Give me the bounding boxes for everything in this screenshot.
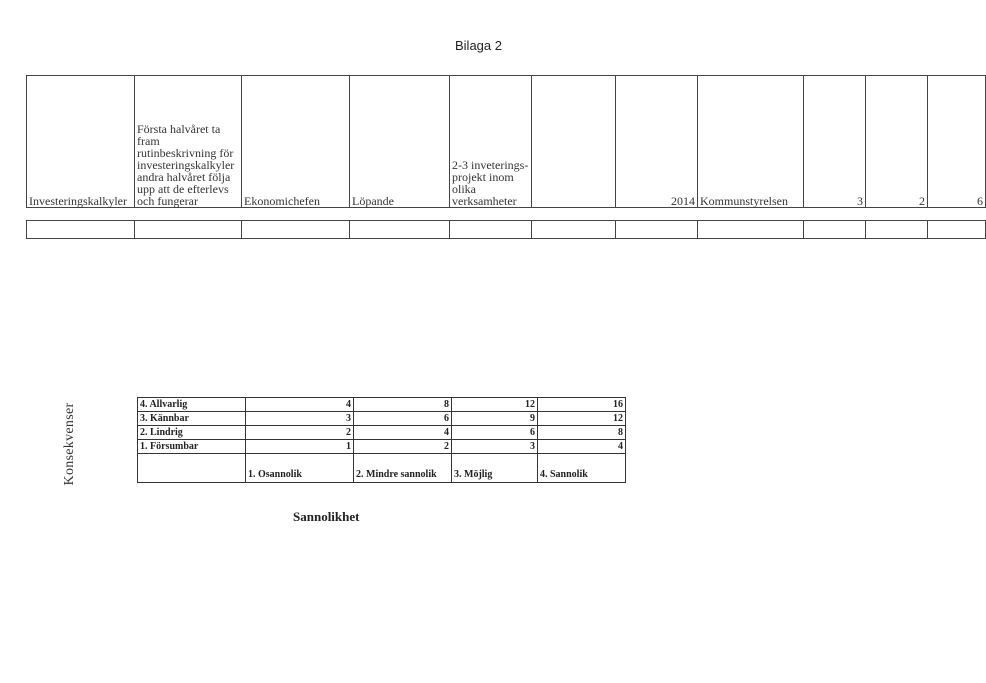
matrix-cell: 16 <box>538 398 626 412</box>
matrix-cell: 12 <box>538 412 626 426</box>
matrix-cell: 2 <box>354 440 452 454</box>
row-label: 3. Kännbar <box>138 412 246 426</box>
cell-year: 2014 <box>616 76 698 208</box>
matrix-cell: 3 <box>246 412 354 426</box>
matrix-cell: 8 <box>538 426 626 440</box>
empty-row <box>27 221 986 239</box>
cell-reporting: Kommunstyrelsen <box>698 76 804 208</box>
cell-probability: 3 <box>804 76 866 208</box>
column-header-row <box>138 454 626 483</box>
cell-risk: Investeringskalkyler <box>27 76 135 208</box>
matrix-cell: 2 <box>246 426 354 440</box>
matrix-row <box>138 412 626 426</box>
matrix-cell: 9 <box>452 412 538 426</box>
y-axis-title: Konsekvenser <box>62 402 77 486</box>
spacer-row <box>27 208 986 221</box>
matrix-cell: 6 <box>354 412 452 426</box>
matrix-cell: 3 <box>452 440 538 454</box>
matrix-cell: 4 <box>246 398 354 412</box>
matrix-cell: 4 <box>354 426 452 440</box>
row-label: 4. Allvarlig <box>138 398 246 412</box>
cell-schedule: Löpande <box>350 76 450 208</box>
matrix-row <box>138 398 626 412</box>
matrix-row <box>138 426 626 440</box>
cell-risk-value: 6 <box>928 76 986 208</box>
column-label: 2. Mindre sannolik <box>354 454 452 483</box>
column-label: 3. Möjlig <box>452 454 538 483</box>
cell-measure: Första halvåret ta fram rutinbeskrivning för investeringskalkyler andra halvåret följa upp att de efterlevs och fungerar <box>135 76 242 208</box>
matrix-cell: 12 <box>452 398 538 412</box>
matrix-cell: 6 <box>452 426 538 440</box>
column-label: 4. Sannolik <box>538 454 626 483</box>
x-axis-title: Sannolikhet <box>293 509 360 524</box>
column-label: 1. Osannolik <box>246 454 354 483</box>
matrix-cell: 8 <box>354 398 452 412</box>
matrix-row <box>138 440 626 454</box>
appendix-label: Bilaga 2 <box>455 38 502 53</box>
matrix-cell: 4 <box>538 440 626 454</box>
risk-matrix <box>137 397 626 483</box>
risk-row <box>27 76 986 208</box>
corner-cell <box>138 454 246 483</box>
matrix-cell: 1 <box>246 440 354 454</box>
cell-empty-a <box>532 76 616 208</box>
row-label: 1. Försumbar <box>138 440 246 454</box>
cell-responsible: Ekonomichefen <box>242 76 350 208</box>
cell-consequence: 2 <box>866 76 928 208</box>
row-label: 2. Lindrig <box>138 426 246 440</box>
cell-scope: 2-3 inveterings-projekt inom olika verksamheter <box>450 76 532 208</box>
risk-action-table <box>26 75 986 239</box>
